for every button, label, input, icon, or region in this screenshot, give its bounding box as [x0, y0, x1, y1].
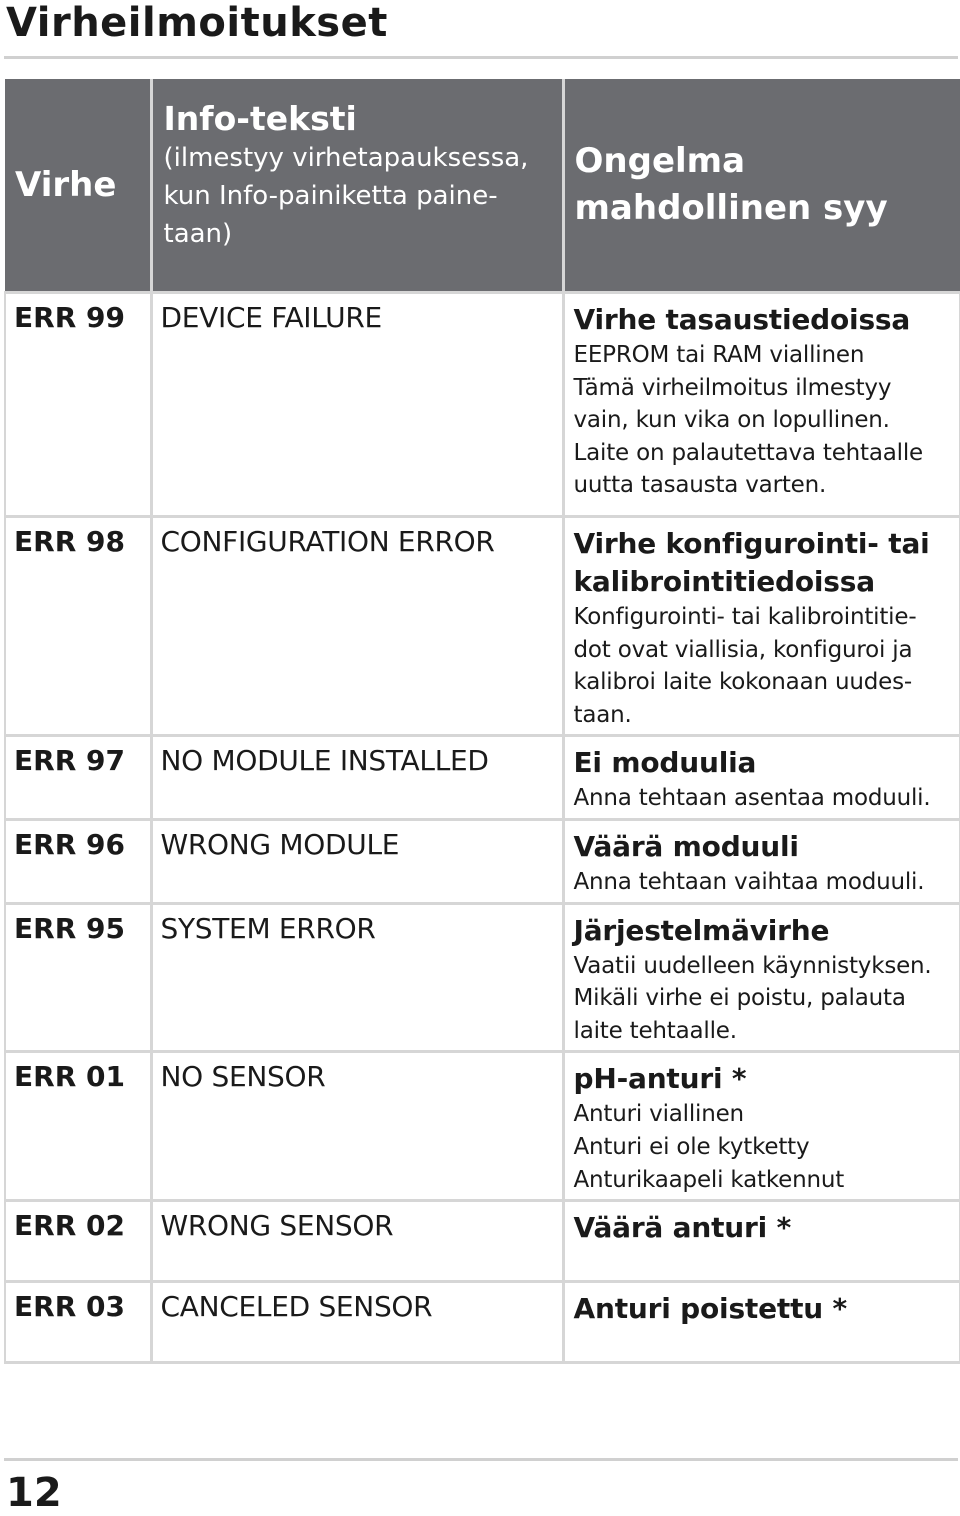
cause-line: vain, kun vika on lopullinen. — [573, 407, 890, 434]
cause-line: dot ovat viallisia, konfiguroi ja — [573, 636, 913, 663]
cause-line: Vaatii uudelleen käynnistyksen. — [573, 952, 932, 979]
table-row — [5, 736, 960, 820]
cause-line: Anturi ei ole kytketty — [573, 1133, 810, 1160]
table-header-row — [5, 79, 960, 293]
info-text: SYSTEM ERROR — [151, 903, 563, 1052]
title-divider — [4, 56, 958, 59]
info-text: NO SENSOR — [151, 1052, 563, 1201]
cause-line: EEPROM tai RAM viallinen — [573, 342, 865, 368]
cause-cell — [563, 1201, 960, 1282]
cause-line: Mikäli virhe ei poistu, palauta — [573, 985, 906, 1012]
table-row — [5, 517, 960, 736]
table-row — [5, 903, 960, 1052]
cause-cell — [563, 1282, 960, 1363]
cause-title: pH-anturi * — [573, 1062, 747, 1096]
info-text: CONFIGURATION ERROR — [151, 517, 563, 736]
cause-line: uutta tasausta varten. — [573, 472, 827, 499]
cause-cell — [563, 517, 960, 736]
info-text: NO MODULE INSTALLED — [151, 736, 563, 820]
cause-title: Ei moduulia — [573, 746, 757, 780]
error-code: ERR 98 — [5, 517, 151, 736]
header-info — [151, 79, 563, 293]
cause-cell — [563, 903, 960, 1052]
table-row — [5, 819, 960, 903]
cause-line: laite tehtaalle. — [573, 1017, 737, 1044]
page-title: Virheilmoitukset — [6, 0, 388, 46]
info-text: DEVICE FAILURE — [151, 293, 563, 517]
page-number: 12 — [6, 1470, 62, 1516]
cause-line: Anturikaapeli katkennut — [573, 1166, 845, 1193]
error-code: ERR 01 — [5, 1052, 151, 1201]
cause-line: Anna tehtaan vaihtaa moduuli. — [573, 868, 925, 895]
header-info-title: Info-teksti — [163, 99, 357, 138]
cause-title: Anturi poistettu * — [573, 1292, 847, 1326]
table-row — [5, 293, 960, 517]
cause-line: taan. — [573, 701, 632, 728]
table-row — [5, 1282, 960, 1363]
error-code: ERR 96 — [5, 819, 151, 903]
error-code: ERR 03 — [5, 1282, 151, 1363]
cause-line: Anna tehtaan asentaa moduuli. — [573, 785, 931, 812]
table-row — [5, 1052, 960, 1201]
cause-cell — [563, 736, 960, 820]
cause-title: Väärä anturi * — [573, 1211, 792, 1245]
header-code: Virhe — [5, 79, 151, 293]
info-text: WRONG MODULE — [151, 819, 563, 903]
footer-divider — [4, 1458, 958, 1461]
cause-title: Virhe konfigurointi- tai kalibrointitiedoissa — [573, 527, 930, 598]
cause-cell — [563, 819, 960, 903]
cause-line: Laite on palautettava tehtaalle — [573, 439, 923, 466]
cause-line: Tämä virheilmoitus ilmestyy — [573, 374, 892, 401]
header-cause: Ongelma mahdollinen syy — [563, 79, 960, 293]
cause-cell — [563, 293, 960, 517]
error-code: ERR 97 — [5, 736, 151, 820]
table-row — [5, 1201, 960, 1282]
error-code: ERR 02 — [5, 1201, 151, 1282]
cause-title: Järjestelmävirhe — [573, 913, 830, 947]
cause-title: Väärä moduuli — [573, 829, 799, 863]
cause-line: Konfigurointi- tai kalibrointitie- — [573, 604, 917, 630]
cause-line: kalibroi laite kokonaan uudes- — [573, 669, 912, 696]
error-messages-table — [4, 79, 960, 1364]
info-text: WRONG SENSOR — [151, 1201, 563, 1282]
info-text: CANCELED SENSOR — [151, 1282, 563, 1363]
header-info-subtitle: (ilmestyy virhetapauksessa, kun Info-painiketta paine-taan) — [163, 143, 529, 249]
error-code: ERR 99 — [5, 293, 151, 517]
cause-line: Anturi viallinen — [573, 1101, 744, 1128]
cause-cell — [563, 1052, 960, 1201]
error-code: ERR 95 — [5, 903, 151, 1052]
cause-title: Virhe tasaustiedoissa — [573, 303, 911, 336]
